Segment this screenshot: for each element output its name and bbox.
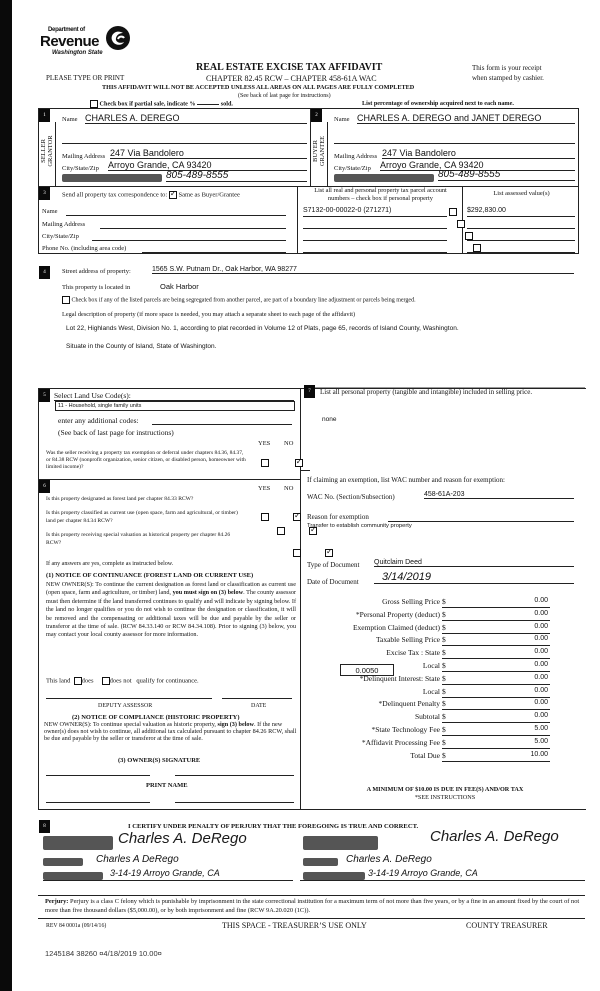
dollar-sign: $ [442,750,446,760]
amount-label: *State Technology Fee [371,725,440,734]
section-7-number: 7 [304,385,315,398]
reason-label: Reason for exemption [307,513,369,521]
seller-mailing-field[interactable]: 247 Via Bandolero [110,148,307,159]
amount-value[interactable]: 5.00 [534,737,548,745]
amount-label: *Delinquent Penalty [378,699,440,709]
ownership-note: List percentage of ownership acquired next to each name. [362,100,514,107]
sec3-city-label: City/State/Zip [42,233,79,240]
amount-row [310,623,550,635]
seller-name-label: Name [62,116,78,123]
seller-mailing-label: Mailing Address [62,153,106,160]
parcel-number-field[interactable] [303,243,447,253]
dollar-sign: $ [442,673,446,683]
perjury-note: Perjury: Perjury is a class C felony which is punishable by imprisonment in the state correctional institution for a maximum term of not more than five years, or by a fine in an amount fixed by the court of not more than five thousand dollars ($5,000.00), or by both imprisonment and fine (RCW 9A.20.020 (1C)). [45,898,580,914]
amount-label: Exemption Claimed (deduct) [352,622,440,632]
parcel-header-1: List all real and personal property tax parcel account [314,187,447,194]
segregated-checkbox[interactable] [62,296,70,304]
amount-underline [442,607,550,608]
deputy-assessor-label: DEPUTY ASSESSOR [98,703,153,709]
dor-swirl-icon [105,25,131,51]
county-treasurer: COUNTY TREASURER [466,921,548,930]
amount-underline [442,748,550,749]
minimum-note: A MINIMUM OF $10.00 IS DUE IN FEE(S) AND/OR TAX [366,786,524,793]
section-8-number: 8 [39,820,50,833]
amount-value[interactable]: 0.00 [534,699,548,707]
date-label: DATE [251,703,267,709]
buyer-phone-label [334,174,434,182]
sec6-yes-checkbox[interactable] [293,549,301,557]
grantor-name-field[interactable]: Charles A DeRego [96,854,179,865]
dollar-sign: $ [442,661,446,670]
sec3-phone-field[interactable] [142,252,286,253]
located-field[interactable]: Oak Harbor [160,282,199,291]
buyer-city-label: City/State/Zip [334,165,371,172]
buyer-name-line-2 [334,143,575,144]
personal-property-title: List all personal property (tangible and intangible) included in selling price. [320,388,533,396]
buyer-phone-field[interactable]: 805-489-8555 [438,169,575,181]
buyer-mailing-field[interactable]: 247 Via Bandolero [382,148,575,159]
amount-row [310,610,550,622]
sec6-question: Is this property receiving special valuation as historical property per chapter 84.26 RCW? [46,532,231,546]
sec6-question: Is this property designated as forest land per chapter 84.33 RCW? [46,496,194,502]
segregated-row: Check box if any of the listed parcels are being segregated from another parcel, are part of a boundary line adjustment or parcels being merged. [62,296,416,304]
amount-underline [442,697,550,698]
form-title: REAL ESTATE EXCISE TAX AFFIDAVIT [196,62,383,73]
doc-type-field[interactable]: Quitclaim Deed [374,559,574,567]
seller-side-label: SELLER GRANTOR [39,122,56,186]
sec6-no-checkbox[interactable] [325,549,333,557]
dollar-sign: $ [442,597,446,606]
seller-name-field[interactable]: CHARLES A. DEREGO [85,113,307,124]
grantor-sig-label [43,836,113,850]
doc-type-label: Type of Document [307,561,360,569]
dollar-sign: $ [442,609,446,619]
section-4-number: 4 [39,266,50,279]
does-not-checkbox[interactable] [102,677,110,685]
dollar-sign: $ [442,622,446,632]
amount-row [310,712,550,724]
amount-underline [442,761,550,762]
located-label: This property is located in [62,284,131,291]
print-name-label: PRINT NAME [146,782,188,789]
section-6-number: 6 [39,480,50,493]
buyer-name-field[interactable]: CHARLES A. DEREGO and JANET DEREGO [357,113,575,124]
buyer-side-label: BUYER GRANTEE [311,122,328,186]
parcel-number-field[interactable] [303,219,447,229]
rev-number: REV 84 0001a (09/14/16) [46,923,107,929]
dor-logo [40,25,135,65]
local-rate-field[interactable]: 0.0050 [340,664,394,676]
dollar-sign: $ [442,635,446,645]
doc-date-field[interactable]: 3/14/2019 [374,571,574,584]
amount-label: *Affidavit Processing Fee [361,737,440,747]
amount-row [310,597,550,609]
receipt-note-2: when stamped by cashier. [472,74,544,82]
logo-line3: Washington State [52,50,103,56]
sec3-name-label: Name [42,208,58,215]
same-as-buyer-checkbox[interactable] [169,191,177,199]
dollar-sign: $ [442,686,446,696]
land-use-see-back: (See back of last page for instructions) [58,428,174,437]
parcel-number-field[interactable]: S7132-00-00022-0 (271271) [303,207,447,217]
cashier-stamp: 1245184 38260 ¤4/18/2019 10.00¤ [45,949,162,958]
grantee-name-field[interactable]: Charles A. DeRego [346,854,432,865]
owner-sig-title: (3) OWNER(S) SIGNATURE [118,757,201,764]
assessed-header: List assessed value(s) [493,190,550,197]
grantee-signature[interactable]: Charles A. DeRego [430,828,559,845]
amount-value[interactable]: 0.00 [534,686,548,694]
logo-line1: Department of [48,27,85,33]
warning: THIS AFFIDAVIT WILL NOT BE ACCEPTED UNLESS ALL AREAS ON ALL PAGES ARE FULLY COMPLETED [102,84,415,91]
sec5-yes-checkbox[interactable] [261,459,269,467]
partial-sale-label: Check box if partial sale, indicate % [99,100,196,108]
dollar-sign: $ [442,648,446,658]
sec6-no-checkbox[interactable] [293,513,301,521]
dollar-sign: $ [442,699,446,709]
see-back: (See back of last page for instructions) [238,93,331,99]
owner-sig-line-2[interactable] [175,775,294,776]
amount-value[interactable]: 0.00 [534,597,548,604]
amount-label: Local [422,661,440,670]
assessor-date-line[interactable] [222,698,292,699]
buyer-mailing-label: Mailing Address [334,153,378,160]
sec6-question: Is this property classified as current use (open space, farm and agricultural, or timber) land per chapter 84.34 RCW? [46,510,238,524]
dollar-sign: $ [442,712,446,722]
land-use-code-field[interactable]: 11 - Household, single family units [55,401,295,411]
legal-label: Legal description of property (if more space is needed, you may attach a separate sheet to each page of the affidavit) [62,311,356,318]
seller-city-label: City/State/Zip [62,165,99,172]
see-instructions: *SEE INSTRUCTIONS [414,794,476,801]
reason-field[interactable]: Transfer to establish community property [307,523,412,529]
owner-sig-line-1[interactable] [46,775,150,776]
amount-label: *Personal Property (deduct) [355,609,440,619]
treasurer-use: THIS SPACE - TREASURER’S USE ONLY [222,921,367,930]
exemption-label: If claiming an exemption, list WAC number and reason for exemption: [307,476,505,484]
street-field[interactable]: 1565 S.W. Putnam Dr., Oak Harbor, WA 98277 [152,266,574,274]
partial-sale-percent-field[interactable] [197,104,219,105]
assessed-value-field[interactable]: $292,830.00 [467,207,575,217]
sec6-yes-label: YES [258,485,271,492]
amount-underline [442,633,550,634]
amount-row [310,635,550,647]
grantor-name-label [43,858,83,866]
sec3-phone-label: Phone No. (including area code) [42,245,127,252]
parcel-number-field[interactable] [303,231,447,241]
sec3-name-field[interactable] [66,215,286,216]
form-subtitle: CHAPTER 82.45 RCW – CHAPTER 458-61A WAC [206,74,377,83]
seller-phone-label [62,174,162,182]
section-5-number: 5 [39,389,50,402]
wac-label: WAC No. (Section/Subsection) [307,493,395,501]
sec6-yes-checkbox[interactable] [277,527,285,535]
sec5-no-label: NO [284,440,294,447]
additional-codes-field[interactable] [152,424,292,425]
receipt-note-1: This form is your receipt [472,64,542,72]
amount-value[interactable]: 0.00 [534,609,548,617]
notice2-title: (2) NOTICE OF COMPLIANCE (HISTORIC PROPERTY) [72,714,240,721]
parcel-header-2: numbers – check box if personal property [328,195,433,202]
send-correspondence: Send all property tax correspondence to: ✓ Same as Buyer/Grantee [62,191,240,199]
wac-field[interactable]: 458-61A-203 [424,491,574,499]
print-name-line-2[interactable] [175,802,294,803]
sec3-mailing-field[interactable] [100,228,286,229]
amount-underline [442,735,550,736]
section-1-number: 1 [39,109,50,122]
sec3-mailing-label: Mailing Address [42,221,86,228]
amount-value[interactable]: 0.00 [534,635,548,643]
assessed-value-field[interactable] [467,231,575,241]
amount-value[interactable]: 0.00 [534,673,548,681]
personal-property-field[interactable]: none [322,416,337,423]
amount-underline [442,671,550,672]
amount-label: Local [422,686,440,696]
seller-phone-field[interactable]: 805-489-8555 [166,170,307,182]
legal-line-2: Situate in the County of Island, State of Washington. [66,343,217,350]
amount-value[interactable]: 0.00 [534,661,548,668]
if-yes-note: If any answers are yes, complete as instructed below. [46,561,174,567]
amount-label: Taxable Selling Price [375,635,440,645]
partial-sale-suffix: sold. [220,100,233,108]
sec6-yes-checkbox[interactable] [261,513,269,521]
please-type: PLEASE TYPE OR PRINT [46,74,125,82]
amount-row [310,687,550,699]
amount-underline [442,722,550,723]
amount-row [310,751,550,763]
partial-sale [90,100,233,108]
grantor-signature[interactable]: Charles A. DeRego [118,830,247,847]
amount-label: Gross Selling Price [382,597,440,606]
logo-line2: Revenue [40,33,100,50]
amount-label: *Delinquent Interest: State [359,673,440,683]
seller-name-line-2 [62,143,307,144]
land-use-title: Select Land Use Code(s): [54,391,131,400]
doc-date-label: Date of Document [307,578,359,586]
grantor-date-city[interactable]: 3-14-19 Arroyo Grande, CA [110,868,220,878]
legal-line-1: Lot 22, Highlands West, Division No. 1, according to plat recorded in Volume 12 of Plats, page 65, records of Island County, Washington. [66,325,459,332]
amount-row [310,648,550,660]
dollar-sign: $ [442,737,446,747]
certify-statement: I CERTIFY UNDER PENALTY OF PERJURY THAT THE FOREGOING IS TRUE AND CORRECT. [128,823,419,830]
notice2-body: NEW OWNER(S): To continue special valuation as historic property, sign (3) below. If the new owner(s) does not wish to continue, all additional tax calculated pursuant to chapter 84.26 RCW, shall be due and payable by the seller or transferor at the time of sale. [44,721,297,742]
amount-underline [442,645,550,646]
partial-sale-checkbox[interactable] [90,100,98,108]
dollar-sign: $ [442,725,446,734]
sec5-no-checkbox[interactable] [295,459,303,467]
continuance-row: This land does does not qualify for continuance. [46,677,199,685]
section-2-number: 2 [311,109,322,122]
amount-row [310,738,550,750]
buyer-city-field[interactable]: Arroyo Grande, CA 93420 [380,160,575,171]
grantee-date-city[interactable]: 3-14-19 Arroyo Grande, CA [368,868,478,878]
amount-label: Subtotal [414,712,440,722]
section-3-number: 3 [39,187,50,200]
amount-row [310,725,550,737]
grantee-sig-label [303,836,378,850]
amount-label: Excise Tax : State [386,648,440,658]
sec5-question: Was the seller receiving a property tax exemption or deferral under chapters 84.36, 84.37, or 84.38 RCW (nonprofit organization, senior citizen, or disabled person, homeowner with limited income)? [46,450,246,470]
amount-row [310,699,550,711]
amount-value[interactable]: 0.00 [534,622,548,630]
assessed-value-field[interactable] [467,243,575,253]
scan-edge [0,0,12,991]
sec3-city-field[interactable] [92,240,286,241]
amount-value[interactable]: 10.00 [530,750,548,758]
print-name-line-1[interactable] [46,802,150,803]
assessed-value-field[interactable] [467,219,575,229]
sec6-no-label: NO [284,485,294,492]
amount-value[interactable]: 5.00 [534,725,548,732]
notice1-body: NEW OWNER(S): To continue the current designation as forest land or classification as current use (open space, farm and agriculture, or timber) land, you must sign on (3) below. The county assessor must then determine if the land transferred continues to qualify and will indicate by signing below. If the land no longer qualifies or you do not wish to continue the designation or classification, it will be removed and the compensating or additional taxes will be due and payable by the seller or transferor at the time of sale. (RCW 84.33.140 or RCW 84.34.108). Prior to signing (3) below, you may contact your local county assessor for more information. [46,581,297,639]
amount-underline [442,620,550,621]
amount-underline [442,658,550,659]
seller-city-field[interactable]: Arroyo Grande, CA 93420 [108,160,307,171]
notice1-title: (1) NOTICE OF CONTINUANCE (FOREST LAND OR CURRENT USE) [46,572,254,579]
grantee-name-label [303,858,338,866]
amount-underline [442,709,550,710]
amount-label: Total Due [410,750,440,760]
does-checkbox[interactable] [74,677,82,685]
deputy-assessor-sig-line[interactable] [46,698,212,699]
sec5-yes-label: YES [258,440,271,447]
personal-property-checkbox[interactable] [457,220,465,228]
amount-underline [442,684,550,685]
street-label: Street address of property: [62,268,131,275]
personal-property-checkbox[interactable] [449,208,457,216]
amount-value[interactable]: 0.00 [534,712,548,720]
buyer-name-label: Name [334,116,350,123]
additional-codes-label: enter any additional codes: [58,416,139,425]
amount-value[interactable]: 0.00 [534,648,548,656]
